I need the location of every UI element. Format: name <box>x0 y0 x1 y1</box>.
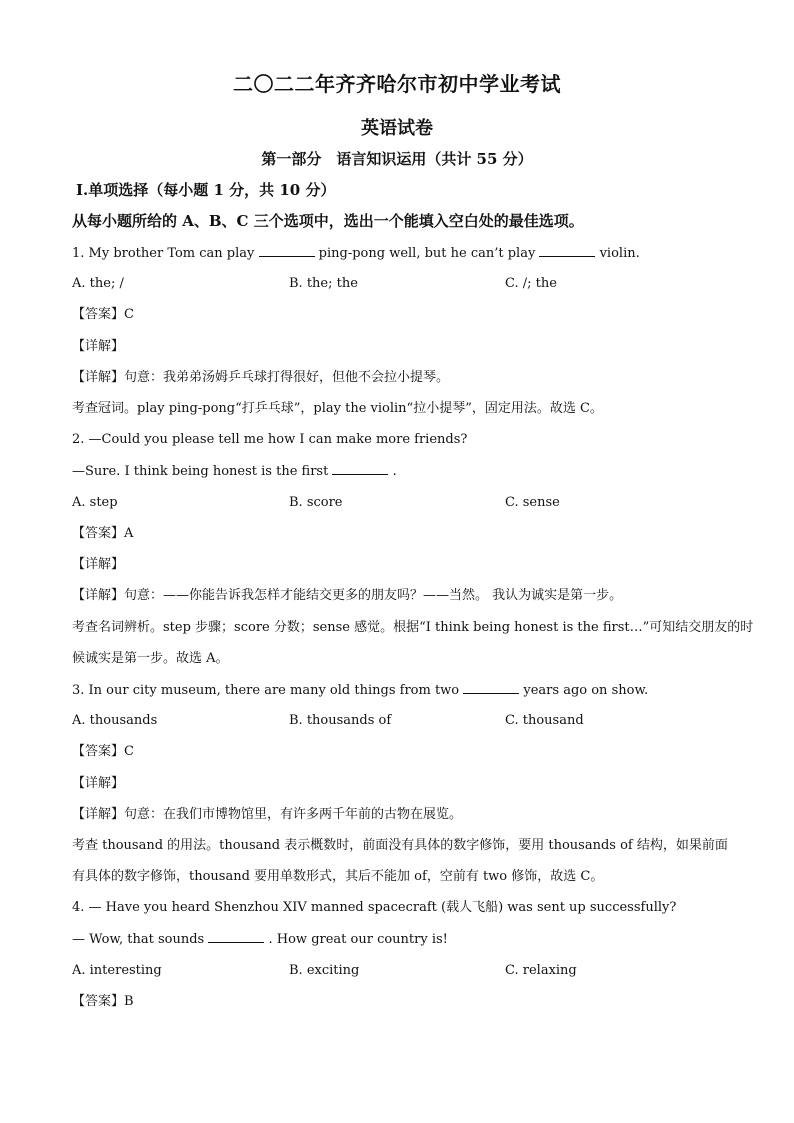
q3-detail-label: 【详解】 <box>72 776 125 791</box>
q2-option-a: A. step <box>72 495 118 510</box>
q3-option-b: B. thousands of <box>289 713 392 728</box>
q3-stem-part-a: 3. In our city museum, there are many old things from two <box>72 683 464 698</box>
q4-stem-part-b: . How great our country is! <box>264 932 448 947</box>
q4-stem-part-a: — Wow, that sounds <box>72 932 209 947</box>
q1-stem-part-b: ping-pong well, but he can’t play <box>314 246 540 261</box>
answer-blank <box>208 930 264 943</box>
q2-detail-line-1: 【详解】句意：——你能告诉我怎样才能结交更多的朋友吗？——当然。 我认为诚实是第一步。 <box>72 588 623 603</box>
q1-detail-line-2: 考查冠词。play ping-pong“打乒乓球”，play the violin“拉小提琴”，固定用法。故选 C。 <box>72 401 603 416</box>
answer-blank <box>463 681 519 694</box>
q3-answer: 【答案】C <box>72 744 134 759</box>
q4-option-a: A. interesting <box>72 963 162 978</box>
q1-option-c: C. /; the <box>505 276 557 291</box>
q4-stem-line-1: 4. — Have you heard Shenzhou XIV manned spacecraft (载人飞船) was sent up successfully? <box>72 900 677 915</box>
q1-detail-label: 【详解】 <box>72 339 125 354</box>
q3-option-a: A. thousands <box>72 713 158 728</box>
q3-stem <box>72 681 648 700</box>
q2-stem-line-1: 2. —Could you please tell me how I can make more friends? <box>72 432 468 447</box>
q2-stem-part-a: —Sure. I think being honest is the first <box>72 464 333 479</box>
exam-subtitle: 英语试卷 <box>361 118 433 139</box>
question-1-stem <box>72 244 640 263</box>
q1-option-a: A. the; / <box>72 276 124 291</box>
q2-detail-label: 【详解】 <box>72 557 125 572</box>
q3-detail-line-2: 考查 thousand 的用法。thousand 表示概数时，前面没有具体的数字修饰，要用 thousands of 结构，如果前面 <box>72 838 728 853</box>
q2-stem-part-b: . <box>388 464 397 479</box>
q1-stem-part-c: violin. <box>595 246 640 261</box>
q1-option-b: B. the; the <box>289 276 358 291</box>
q3-detail-line-1: 【详解】句意：在我们市博物馆里，有许多两千年前的古物在展览。 <box>72 807 463 822</box>
q2-detail-line-3: 候诚实是第一步。故选 A。 <box>72 651 229 666</box>
answer-blank <box>539 244 595 257</box>
q3-option-c: C. thousand <box>505 713 584 728</box>
exam-title: 二〇二二年齐齐哈尔市初中学业考试 <box>233 72 561 96</box>
q4-stem-line-2 <box>72 930 448 949</box>
q1-detail-line-1: 【详解】句意：我弟弟汤姆乒乓球打得很好，但他不会拉小提琴。 <box>72 370 450 385</box>
q2-detail-line-2: 考查名词辨析。step 步骤；score 分数；sense 感觉。根据“I think being honest is the first…”可知结交朋友的时 <box>72 620 754 635</box>
answer-blank <box>332 462 388 475</box>
q2-option-c: C. sense <box>505 495 560 510</box>
q3-stem-part-b: years ago on show. <box>519 683 649 698</box>
q2-answer: 【答案】A <box>72 526 134 541</box>
section-heading: Ⅰ.单项选择（每小题 1 分，共 10 分） <box>76 181 336 199</box>
q4-answer: 【答案】B <box>72 994 134 1009</box>
section-instruction: 从每小题所给的 A、B、C 三个选项中，选出一个能填入空白处的最佳选项。 <box>72 212 584 230</box>
part-heading: 第一部分 语言知识运用（共计 55 分） <box>261 150 533 168</box>
q2-stem-line-2 <box>72 462 397 481</box>
q3-detail-line-3: 有具体的数字修饰，thousand 要用单数形式，其后不能加 of，空前有 two 修饰，故选 C。 <box>72 869 604 884</box>
q4-option-b: B. exciting <box>289 963 360 978</box>
q4-option-c: C. relaxing <box>505 963 577 978</box>
q1-answer: 【答案】C <box>72 307 134 322</box>
q2-option-b: B. score <box>289 495 343 510</box>
answer-blank <box>259 244 315 257</box>
q1-stem-part-a: 1. My brother Tom can play <box>72 246 259 261</box>
